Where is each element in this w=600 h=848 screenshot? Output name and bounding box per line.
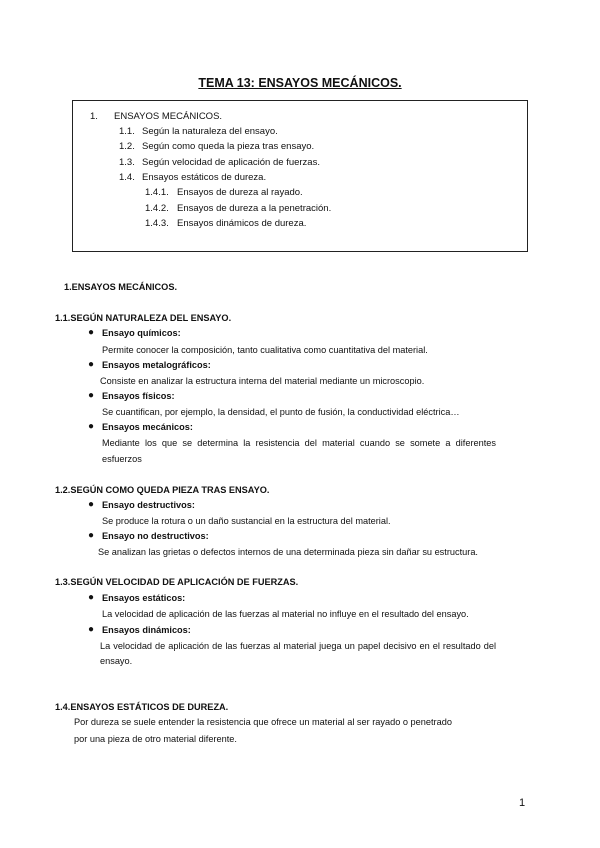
bullet-icon: ● <box>88 592 95 603</box>
bullet-icon: ● <box>88 390 95 401</box>
bullet-icon: ● <box>88 499 95 510</box>
bullet-icon: ● <box>88 327 95 338</box>
bullet-icon: ● <box>88 530 95 541</box>
list-item-text: Se cuantifican, por ejemplo, la densidad, el punto de fusión, la conductividad eléctrica… <box>102 407 460 417</box>
toc-num: 1.4.3. <box>145 218 169 229</box>
toc-entry: Ensayos de dureza a la penetración. <box>177 203 332 214</box>
toc-entry: Ensayos de dureza al rayado. <box>177 187 303 198</box>
section-heading: 1.2.SEGÚN COMO QUEDA PIEZA TRAS ENSAYO. <box>55 485 270 495</box>
list-item: ● Ensayo químicos: <box>88 327 181 338</box>
toc-num: 1.4.1. <box>145 187 169 198</box>
list-item-text: Permite conocer la composición, tanto cualitativa como cuantitativa del material. <box>102 345 428 355</box>
bullet-icon: ● <box>88 359 95 370</box>
toc-num: 1.4.2. <box>145 203 169 214</box>
toc-entry: Ensayos dinámicos de dureza. <box>177 218 307 229</box>
toc-num: 1. <box>90 111 98 122</box>
paragraph: Por dureza se suele entender la resistencia que ofrece un material al ser rayado o penetrado <box>74 717 452 727</box>
toc-num: 1.4. <box>119 172 135 183</box>
bullet-icon: ● <box>88 624 95 635</box>
table-of-contents <box>72 100 528 252</box>
bullet-icon: ● <box>88 421 95 432</box>
toc-entry: Ensayos estáticos de dureza. <box>142 172 267 183</box>
list-item-text: La velocidad de aplicación de las fuerzas al material no influye en el resultado del ensayo. <box>102 609 469 619</box>
toc-num: 1.3. <box>119 157 135 168</box>
page-title: TEMA 13: ENSAYOS MECÁNICOS. <box>198 76 402 90</box>
list-item: ● Ensayo no destructivos: <box>88 530 209 541</box>
page-number: 1 <box>519 797 526 809</box>
list-item-text: Mediante los que se determina la resistencia del material cuando se somete a diferentes <box>102 438 496 448</box>
toc-entry: Según como queda la pieza tras ensayo. <box>142 141 315 152</box>
list-item: ● Ensayos metalográficos: <box>88 359 211 370</box>
section-heading: 1.4.ENSAYOS ESTÁTICOS DE DUREZA. <box>55 702 229 712</box>
list-item: ● Ensayo destructivos: <box>88 499 195 510</box>
list-item-text: esfuerzos <box>102 454 142 464</box>
toc-entry: Según la naturaleza del ensayo. <box>142 126 278 137</box>
list-item: ● Ensayos mecánicos: <box>88 421 193 432</box>
section-heading: 1.3.SEGÚN VELOCIDAD DE APLICACIÓN DE FUERZAS. <box>55 577 299 587</box>
list-item: ● Ensayos dinámicos: <box>88 624 191 635</box>
list-item-text: Se analizan las grietas o defectos internos de una determinada pieza sin dañar su estructura. <box>98 547 478 557</box>
toc-num: 1.2. <box>119 141 135 152</box>
list-item: ● Ensayos estáticos: <box>88 592 186 603</box>
list-item-text: Consiste en analizar la estructura interna del material mediante un microscopio. <box>100 376 425 386</box>
section-heading: 1.1.SEGÚN NATURALEZA DEL ENSAYO. <box>55 313 232 323</box>
section-heading: 1.ENSAYOS MECÁNICOS. <box>64 282 177 292</box>
paragraph: por una pieza de otro material diferente. <box>74 734 237 744</box>
list-item-text: La velocidad de aplicación de las fuerzas al material juega un papel decisivo en el resultado del <box>100 641 496 651</box>
toc-entry: Según velocidad de aplicación de fuerzas. <box>142 157 320 168</box>
toc-entry: ENSAYOS MECÁNICOS. <box>114 111 223 122</box>
list-item: ● Ensayos físicos: <box>88 390 175 401</box>
list-item-text: ensayo. <box>100 656 133 666</box>
list-item-text: Se produce la rotura o un daño sustancial en la estructura del material. <box>102 516 391 526</box>
toc-num: 1.1. <box>119 126 135 137</box>
